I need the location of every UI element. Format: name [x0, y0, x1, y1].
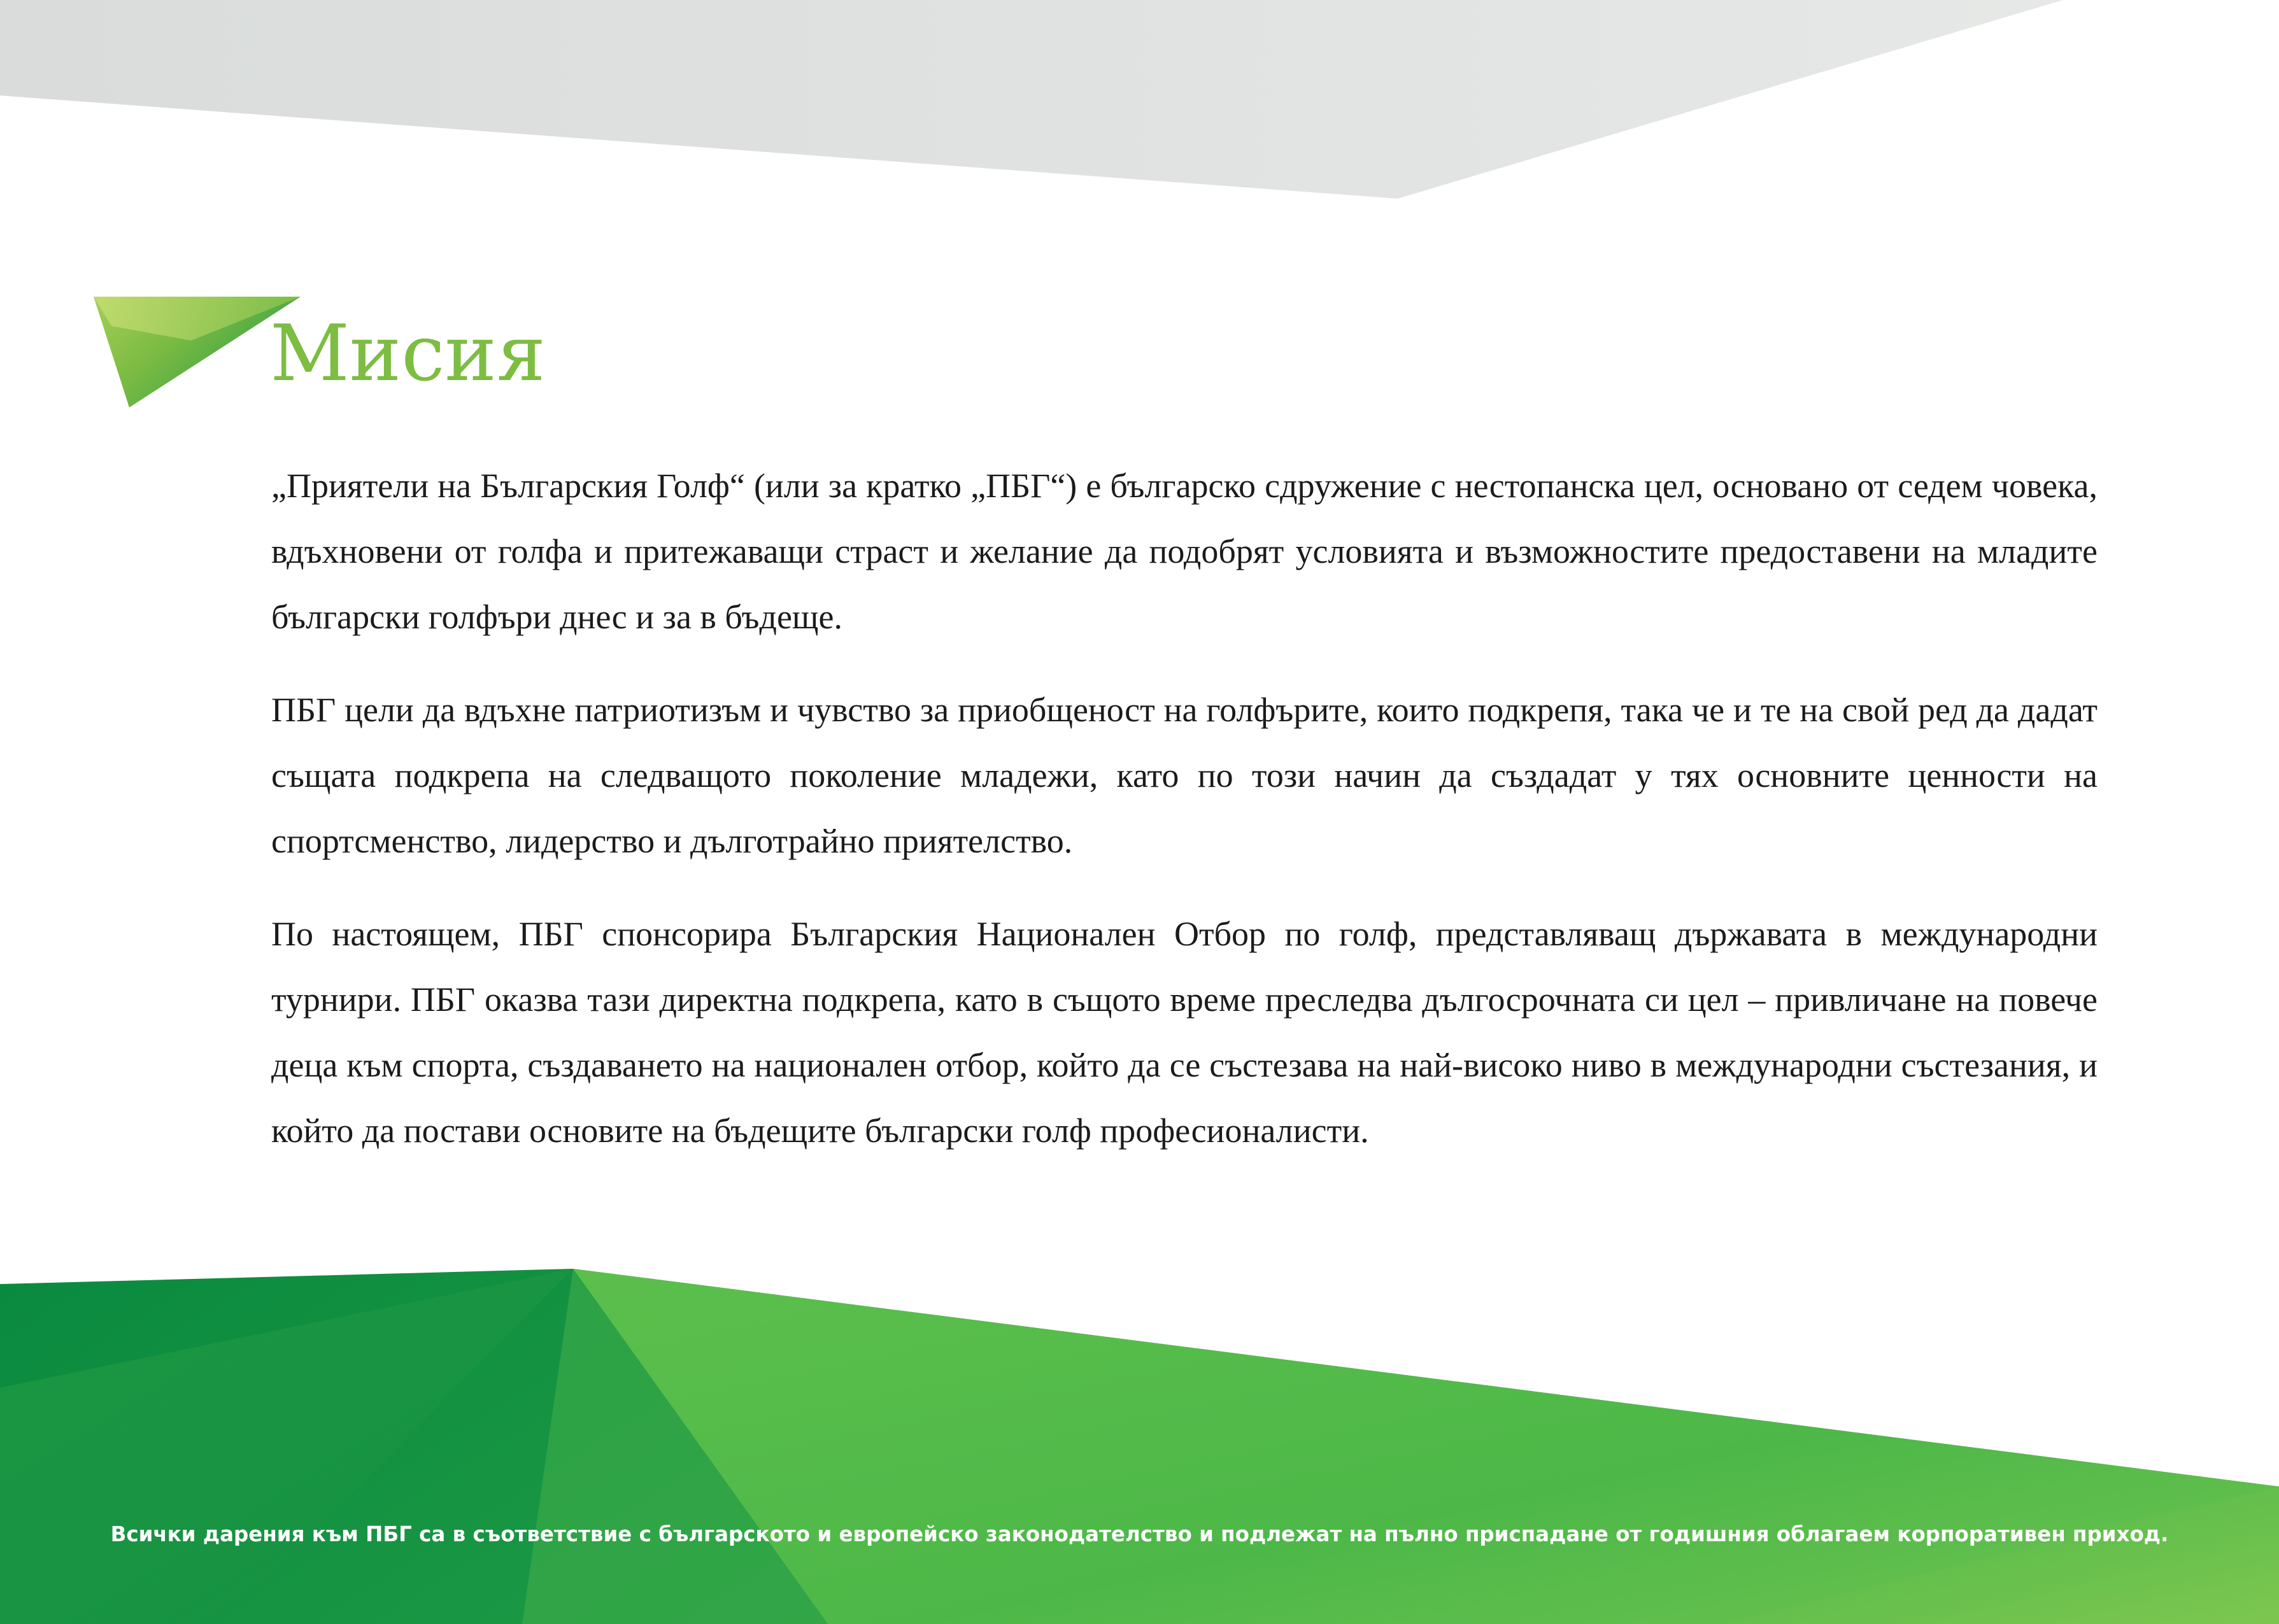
footer-note: Всички дарения към ПБГ са в съответствие с българското и европейско законодателство и подлежат на пълно приспадане от годишния облагаем корпоративен приход. — [110, 1522, 2169, 1546]
page-title: Мисия — [270, 308, 546, 399]
paragraph: ПБГ цели да вдъхне патриотизъм и чувство за приобщеност на голфърите, които подкрепя, така че и те на свой ред да дадат същата подкрепа на следващото поколение младежи, като по този начин да създадат у тях основните ценности на спортсменство, лидерство и дълготрайно приятелство. — [271, 691, 2098, 860]
paragraph: По настоящем, ПБГ спонсорира Българския Национален Отбор по голф, представляващ държавата в международни турнири. ПБГ оказва тази директна подкрепа, като в същото време преследва дългосрочната си цел – привличане на повече деца към спорта, създаването на национален отбор, който да се състезава на най-високо ниво в международни състезания, и който да постави основите на бъдещите български голф професионалисти. — [271, 915, 2098, 1150]
mission-text — [271, 453, 2098, 1191]
top-grey-band — [0, 0, 2063, 199]
paragraph: „Приятели на Българския Голф“ (или за кратко „ПБГ“) е българско сдружение с нестопанска цел, основано от седем човека, вдъхновени от голфа и притежаващи страст и желание да подобрят условията и възможностите предоставени на младите български голфъри днес и за в бъдеще. — [271, 467, 2098, 636]
